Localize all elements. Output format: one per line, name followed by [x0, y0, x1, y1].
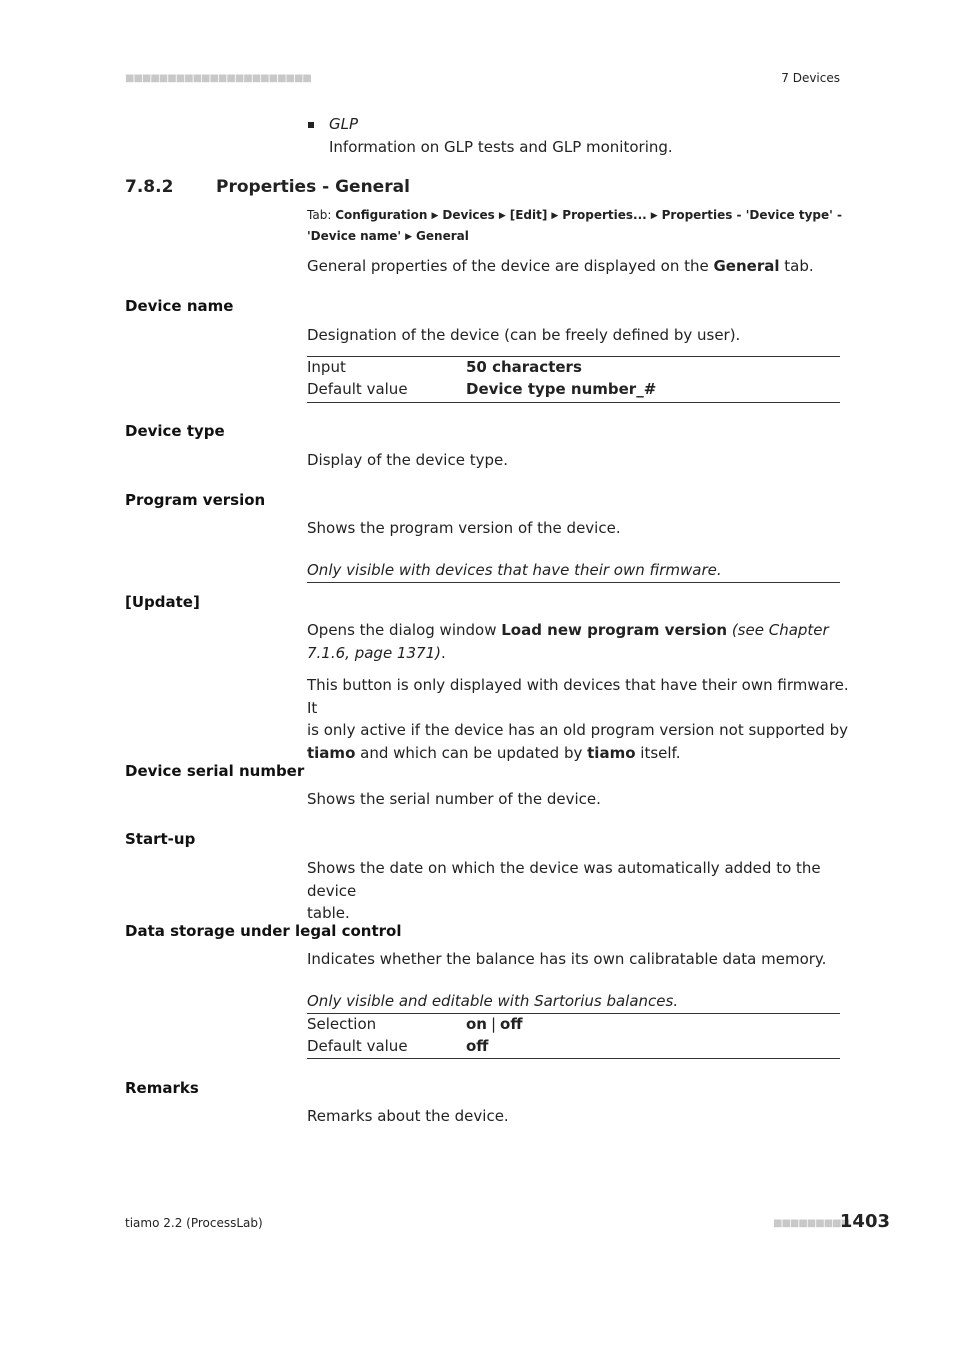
section-title: Properties - General: [216, 177, 410, 197]
table-row: [307, 356, 840, 378]
table-row: [307, 378, 840, 400]
program-version-note: Only visible with devices that have their own firmware.: [307, 561, 722, 579]
table-value: on | off: [466, 1015, 523, 1033]
header-decoration: ■■■■■■■■■■■■■■■■■■■■■■: [125, 73, 311, 84]
device-type-description: Display of the device type.: [307, 451, 508, 469]
arrow-right-icon: ▶: [405, 232, 413, 242]
arrow-right-icon: ▶: [650, 211, 658, 221]
serial-heading: Device serial number: [125, 762, 305, 780]
path-item: Configuration: [335, 208, 428, 222]
section-number: 7.8.2: [125, 177, 174, 197]
device-type-heading: Device type: [125, 422, 225, 440]
glp-description: Information on GLP tests and GLP monitoring.: [329, 138, 673, 156]
table-value: off: [466, 1037, 489, 1055]
table-row: [307, 1013, 840, 1035]
path-item: [Edit]: [509, 208, 548, 222]
remarks-description: Remarks about the device.: [307, 1107, 509, 1125]
data-storage-note: Only visible and editable with Sartorius balances.: [307, 992, 679, 1010]
update-heading: [Update]: [125, 593, 200, 611]
update-paragraph-1: Opens the dialog window Load new program version (see Chapter 7.1.6, page 1371).: [307, 621, 829, 662]
path-item: Properties...: [562, 208, 647, 222]
table-row: [307, 1035, 840, 1057]
table-value: Device type number_#: [466, 380, 657, 398]
update-paragraph-2: This button is only displayed with devices that have their own firmware. It is only active if the device has an old program version not supported by tiamo and which can be updated by tiamo itself.: [307, 676, 849, 762]
path-item: 'Device name': [307, 229, 402, 243]
footer-product: tiamo 2.2 (ProcessLab): [125, 1216, 263, 1230]
path-item: Properties - 'Device type' -: [661, 208, 842, 222]
table-key: Default value: [307, 1037, 408, 1055]
program-version-description: Shows the program version of the device.: [307, 519, 621, 537]
path-item: Devices: [442, 208, 495, 222]
program-version-heading: Program version: [125, 491, 266, 509]
serial-description: Shows the serial number of the device.: [307, 790, 601, 808]
page-number: 1403: [839, 1211, 890, 1232]
glp-title: GLP: [329, 115, 359, 133]
startup-heading: Start-up: [125, 830, 196, 848]
startup-description: Shows the date on which the device was automatically added to the device table.: [307, 859, 821, 922]
table-key: Default value: [307, 380, 408, 398]
navigation-path: [307, 205, 847, 247]
data-storage-heading: Data storage under legal control: [125, 922, 402, 940]
table-value: 50 characters: [466, 358, 582, 376]
bullet-icon: [308, 122, 314, 128]
device-name-heading: Device name: [125, 297, 234, 315]
remarks-heading: Remarks: [125, 1079, 199, 1097]
path-prefix: Tab:: [307, 208, 332, 222]
footer-decoration: ■■■■■■■■■: [773, 1218, 850, 1229]
device-name-table: [307, 356, 840, 400]
table-key: Selection: [307, 1015, 377, 1033]
table-key: Input: [307, 358, 346, 376]
note-rule: [307, 582, 840, 583]
table-rule: [307, 1058, 840, 1059]
arrow-right-icon: ▶: [431, 211, 439, 221]
data-storage-table: [307, 1013, 840, 1057]
arrow-right-icon: ▶: [551, 211, 559, 221]
table-rule: [307, 402, 840, 403]
data-storage-description: Indicates whether the balance has its own calibratable data memory.: [307, 950, 827, 968]
path-item: General: [416, 229, 469, 243]
intro-text: General properties of the device are displayed on the General tab.: [307, 257, 814, 275]
arrow-right-icon: ▶: [498, 211, 506, 221]
device-name-description: Designation of the device (can be freely defined by user).: [307, 326, 741, 344]
chapter-label: 7 Devices: [781, 71, 840, 85]
